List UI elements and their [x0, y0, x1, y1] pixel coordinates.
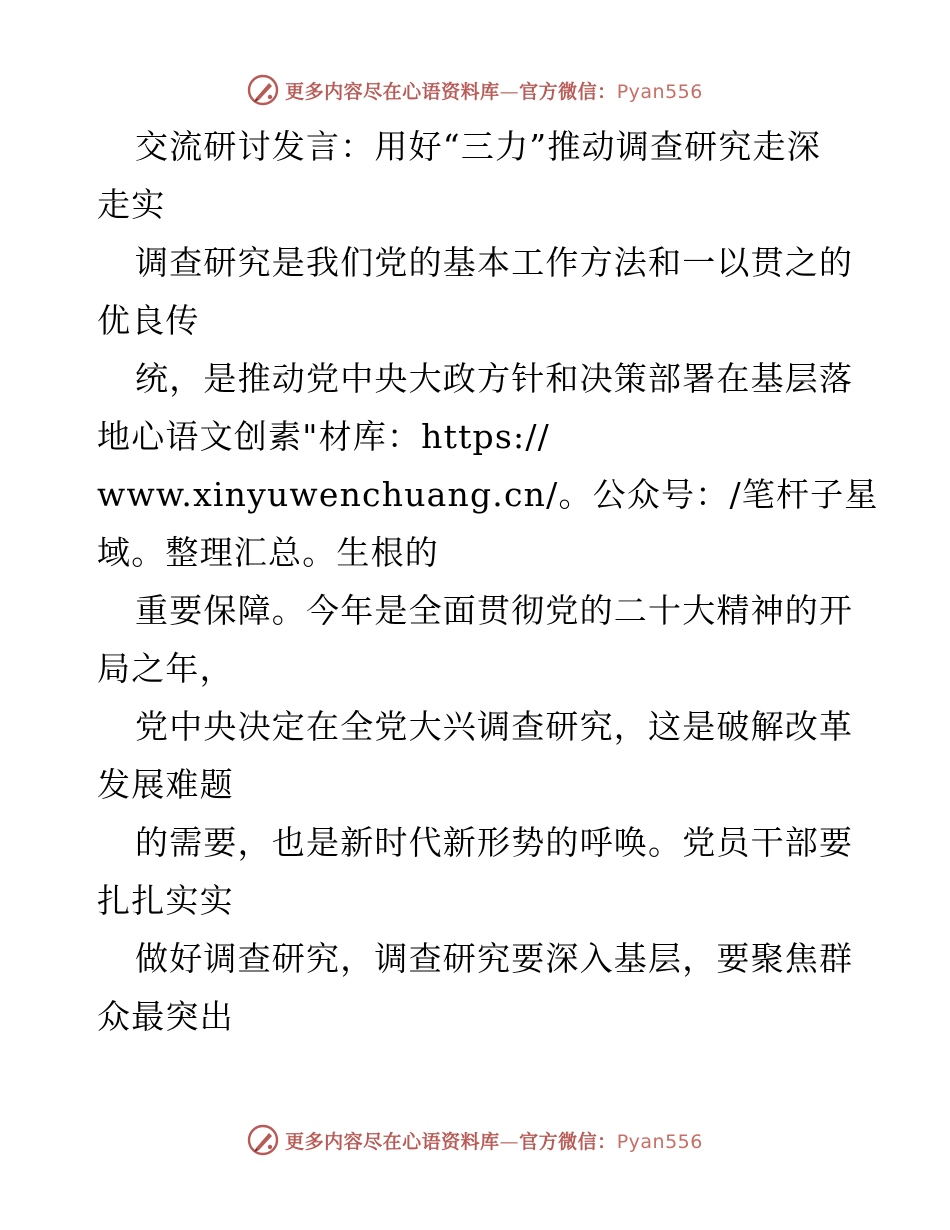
document-body	[97, 118, 879, 1046]
quill-pen-logo-icon	[247, 1124, 279, 1156]
paragraph-line: 局之年，	[97, 649, 234, 688]
header-banner	[0, 70, 950, 110]
document-title-line-2: 走实	[97, 185, 166, 224]
paragraph-line: 众最突出	[97, 997, 234, 1036]
paragraph-line: 地心语文创素"材库：https://	[97, 417, 550, 456]
paragraph-line-url: www.xinyuwenchuang.cn/。公众号：/笔杆子星	[97, 475, 879, 514]
quill-pen-logo-icon	[247, 74, 279, 106]
banner-wechat-label: 官方微信：	[519, 1130, 617, 1153]
paragraph-line: 扎扎实实	[97, 881, 234, 920]
banner-wechat-label: 官方微信：	[519, 80, 617, 103]
banner-wechat-id: Pyan556	[616, 1130, 703, 1153]
banner-title: 更多内容尽在心语资料库	[285, 80, 500, 103]
document-title-line-1: 交流研讨发言：用好“三力”推动调查研究走深	[135, 127, 821, 166]
footer-banner	[0, 1120, 950, 1160]
paragraph-line: 域。整理汇总。生根的	[97, 533, 439, 572]
banner-wechat-id: Pyan556	[616, 80, 703, 103]
banner-separator: —	[499, 80, 520, 103]
paragraph-line: 的需要，也是新时代新形势的呼唤。党员干部要	[135, 823, 854, 862]
paragraph-line: 发展难题	[97, 765, 234, 804]
paragraph-line: 调查研究是我们党的基本工作方法和一以贯之的	[135, 243, 854, 282]
paragraph-line: 做好调查研究，调查研究要深入基层，要聚焦群	[135, 939, 854, 978]
paragraph-line: 优良传	[97, 301, 200, 340]
paragraph-line: 重要保障。今年是全面贯彻党的二十大精神的开	[135, 591, 854, 630]
paragraph-line: 党中央决定在全党大兴调查研究，这是破解改革	[135, 707, 854, 746]
banner-title: 更多内容尽在心语资料库	[285, 1130, 500, 1153]
paragraph-line: 统，是推动党中央大政方针和决策部署在基层落	[135, 359, 854, 398]
banner-separator: —	[499, 1130, 520, 1153]
